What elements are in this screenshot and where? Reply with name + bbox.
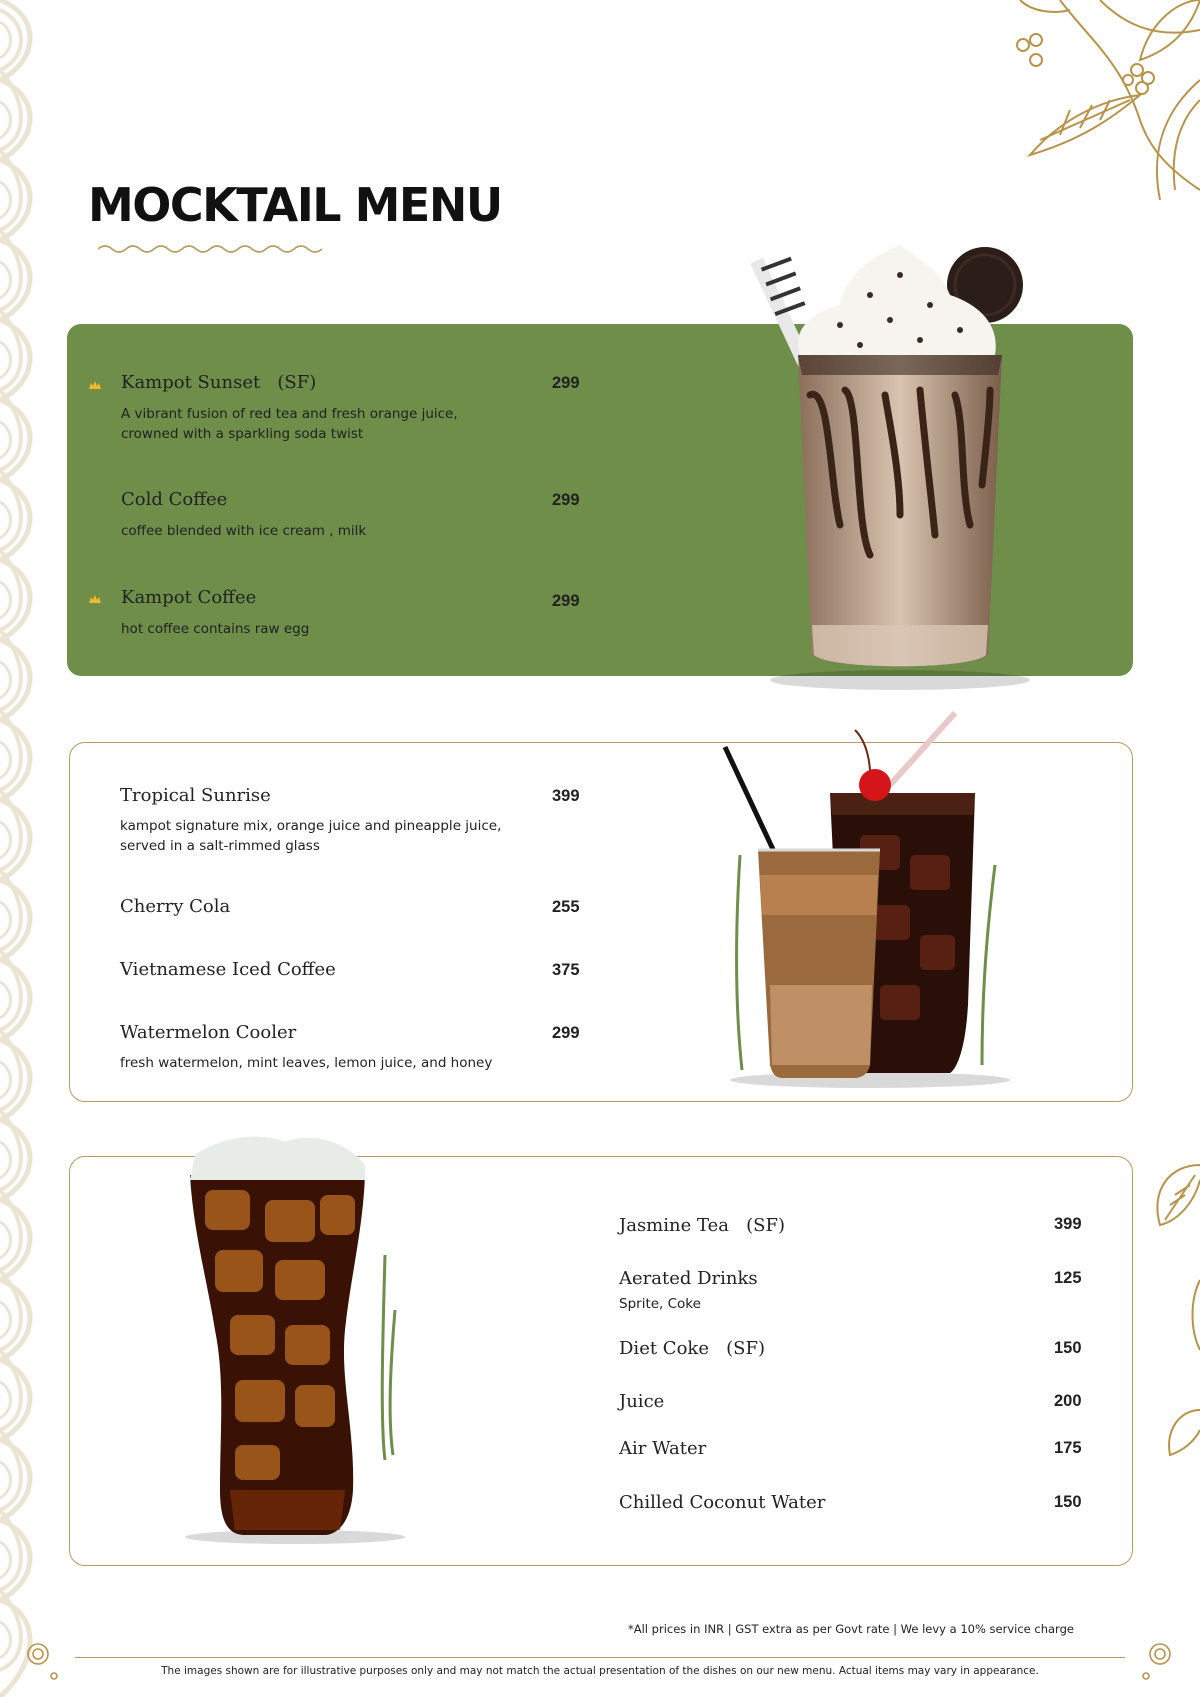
footer-divider [75,1657,1125,1658]
side-leaf-illustration [1140,1160,1200,1460]
menu-item-price: 399 [1054,1215,1082,1233]
menu-item-name: Kampot Coffee [121,587,257,608]
menu-item-name: Air Water [619,1438,707,1459]
description-line: A vibrant fusion of red tea and fresh orange juice, [121,406,458,422]
chef-special-icon [88,380,102,390]
menu-item-name: Chilled Coconut Water [619,1492,826,1513]
menu-item-price: 255 [552,898,580,916]
sf-tag: (SF) [277,372,317,393]
chef-special-icon [88,594,102,604]
menu-item-description: Sprite, Coke [619,1296,701,1312]
menu-item-name: Cherry Cola [120,896,231,917]
description-line: crowned with a sparkling soda twist [121,426,364,442]
menu-item-price: 375 [552,961,580,979]
menu-item-price: 399 [552,787,580,805]
menu-item-name: Tropical Sunrise [120,785,271,806]
menu-item-name: Vietnamese Iced Coffee [120,959,336,980]
menu-item-name [619,1215,785,1236]
sf-tag: (SF) [746,1215,786,1236]
menu-item-description [121,404,458,444]
menu-item-description: coffee blended with ice cream , milk [121,523,367,539]
iced-coffee-and-cola-image [720,705,1040,1090]
description-line: served in a salt-rimmed glass [120,838,320,854]
menu-item-name: Juice [619,1391,665,1412]
menu-item-price: 150 [1054,1339,1082,1357]
corner-bubble-decoration [24,1640,58,1680]
coffee-branch-illustration [1000,0,1200,200]
milkshake-image [750,225,1050,695]
menu-item-price: 299 [552,491,580,509]
menu-item-name: Cold Coffee [121,489,228,510]
menu-item-description [120,816,501,856]
cola-glass-image [175,1130,415,1545]
item-name-text: Kampot Sunset [121,372,261,393]
corner-bubble-decoration [1142,1640,1176,1680]
menu-item-description: fresh watermelon, mint leaves, lemon juice, and honey [120,1055,493,1071]
menu-item-price: 150 [1054,1493,1082,1511]
sf-tag: (SF) [726,1338,766,1359]
menu-item-description: hot coffee contains raw egg [121,621,310,637]
image-disclaimer: The images shown are for illustrative purposes only and may not match the actual presentation of the dishes on our new menu. Actual items may vary in appearance. [161,1665,1039,1677]
menu-item-price: 175 [1054,1439,1082,1457]
menu-item-price: 299 [552,1024,580,1042]
pricing-note: *All prices in INR | GST extra as per Govt rate | We levy a 10% service charge [628,1622,1074,1636]
menu-item-price: 299 [552,374,580,392]
menu-item-name: Watermelon Cooler [120,1022,297,1043]
menu-item-name: Aerated Drinks [619,1268,758,1289]
menu-item-name [121,372,316,393]
description-line: kampot signature mix, orange juice and pineapple juice, [120,818,502,834]
menu-item-price: 200 [1054,1392,1082,1410]
menu-item-price: 125 [1054,1269,1082,1287]
decorative-wave-border [0,0,60,1697]
item-name-text: Diet Coke [619,1338,709,1359]
title-underline-squiggle [98,242,324,256]
menu-item-price: 299 [552,592,580,610]
menu-item-name [619,1338,765,1359]
page-title: MOCKTAIL MENU [88,178,502,232]
item-name-text: Jasmine Tea [619,1215,729,1236]
